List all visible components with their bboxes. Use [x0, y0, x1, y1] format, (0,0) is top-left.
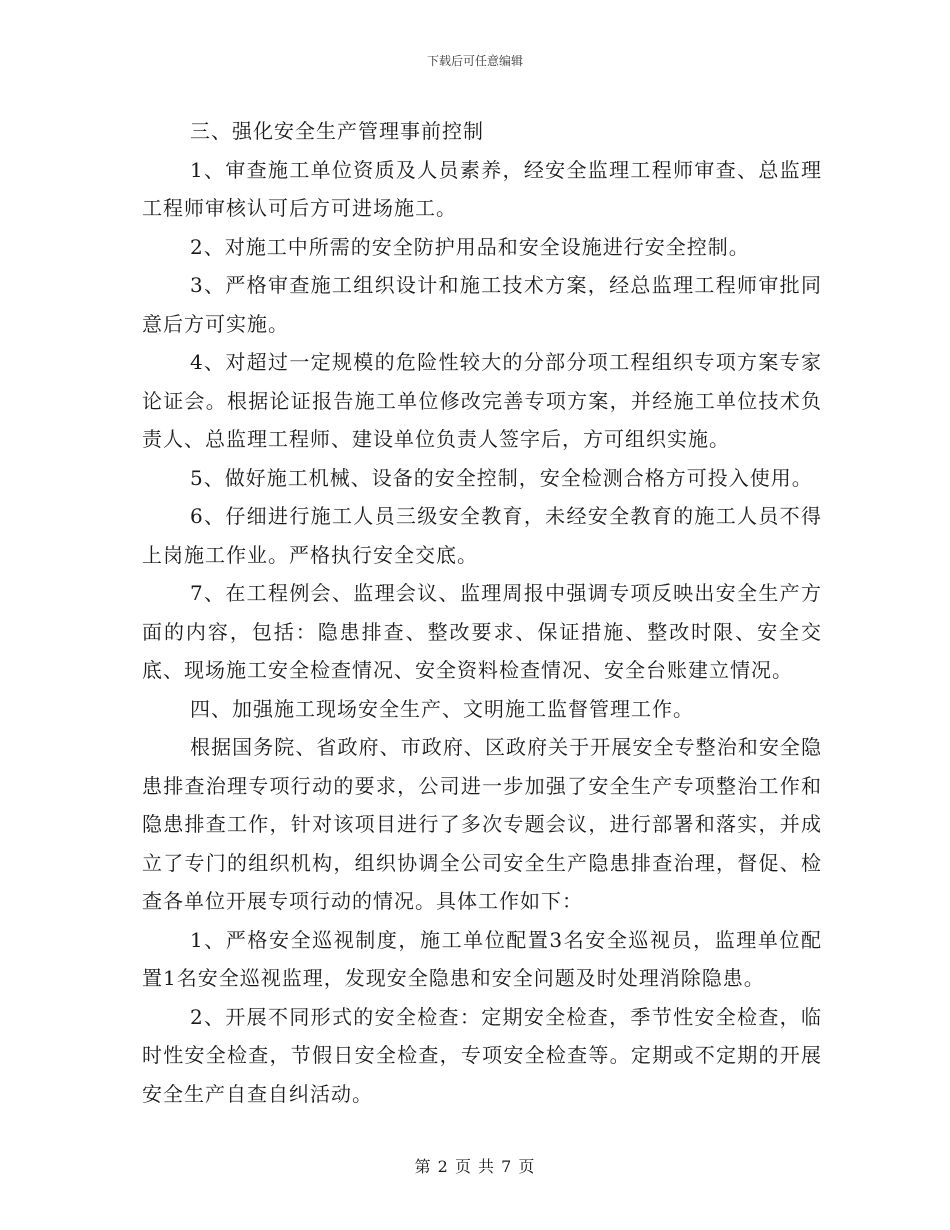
document-body — [142, 112, 822, 1113]
section-heading-3: 三、强化安全生产管理事前控制 — [190, 119, 484, 143]
paragraph-item-6: 6、仔细进行施工人员三级安全教育，未经安全教育的施工人员不得上岗施工作业。严格执行安全交底。 — [142, 504, 822, 567]
paragraph-item-7: 7、在工程例会、监理会议、监理周报中强调专项反映出安全生产方面的内容，包括：隐患排查、整改要求、保证措施、整改时限、安全交底、现场施工安全检查情况、安全资料检查情况、安全台账建立情况。 — [142, 581, 822, 682]
paragraph-item-2: 2、对施工中所需的安全防护用品和安全设施进行安全控制。 — [190, 234, 750, 259]
paragraph-intro: 根据国务院、省政府、市政府、区政府关于开展安全专整治和安全隐患排查治理专项行动的要求，公司进一步加强了安全生产专项整治工作和隐患排查工作，针对该项目进行了多次专题会议，进行部署和落实，并成立了专门的组织机构，组织协调全公司安全生产隐患排查治理，督促、检查各单位开展专项行动的情况。具体工作如下： — [142, 735, 822, 913]
paragraph-work-1: 1、严格安全巡视制度，施工单位配置3名安全巡视员，监理单位配置1名安全巡视监理，发现安全隐患和安全问题及时处理消除隐患。 — [142, 927, 822, 990]
paragraph-item-4: 4、对超过一定规模的危险性较大的分部分项工程组织专项方案专家论证会。根据论证报告施工单位修改完善专项方案，并经施工单位技术负责人、总监理工程师、建设单位负责人签字后，方可组织实施。 — [142, 350, 822, 451]
paragraph-item-5: 5、做好施工机械、设备的安全控制，安全检测合格方可投入使用。 — [190, 465, 813, 490]
page-header-note: 下载后可任意编辑 — [426, 54, 523, 68]
page-number: 第 2 页 共 7 页 — [414, 1157, 536, 1176]
paragraph-work-2: 2、开展不同形式的安全检查：定期安全检查，季节性安全检查，临时性安全检查，节假日安全检查，专项安全检查等。定期或不定期的开展安全生产自查自纠活动。 — [142, 1004, 822, 1106]
paragraph-item-1: 1、审查施工单位资质及人员素养，经安全监理工程师审查、总监理工程师审核认可后方可进场施工。 — [142, 157, 822, 220]
section-heading-4: 四、加强施工现场安全生产、文明施工监督管理工作。 — [190, 696, 694, 721]
paragraph-item-3: 3、严格审查施工组织设计和施工技术方案，经总监理工程师审批同意后方可实施。 — [142, 273, 822, 336]
